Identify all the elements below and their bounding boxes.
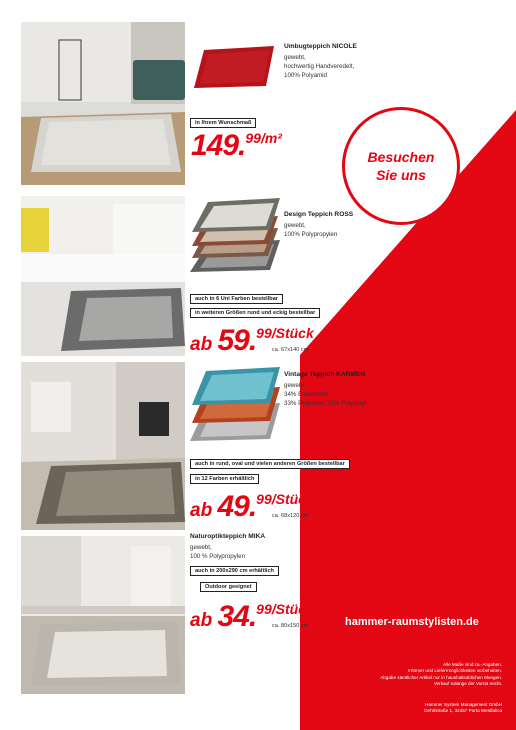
price-main: 34.	[217, 600, 257, 633]
price-prefix: ab	[190, 334, 218, 355]
size-label: ca. 68x120 cm	[272, 513, 309, 519]
product-name: Vintage Teppich KARMEN	[284, 371, 366, 378]
price-main: 59.	[217, 324, 257, 357]
price-prefix: ab	[190, 610, 218, 631]
product-desc-line: gewebt,	[284, 382, 306, 389]
size-label: ca. 67x140 cm	[272, 347, 309, 353]
product-nicole	[284, 43, 357, 80]
product-desc-line: 100% Polyamid	[284, 72, 327, 79]
room-photo-3	[21, 362, 185, 530]
legal-line: Irrtümer und Lieferrmöglichkeiten vorbehalten.	[408, 668, 502, 674]
size-label: ca. 80x150 cm	[272, 623, 309, 629]
product-mika	[190, 533, 265, 561]
feature-tag: in Ihrem Wunschmaß	[190, 118, 256, 128]
product-desc-line: gewebt,	[190, 544, 212, 551]
price-cents: 99/Stück	[256, 601, 314, 617]
product-desc-line: gewebt,	[284, 222, 306, 229]
product-name: Design Teppich ROSS	[284, 211, 354, 218]
price-cents: 99/Stück	[256, 325, 314, 341]
rug-image-ross	[188, 196, 284, 274]
company-line: Hammer System Management GmbH	[425, 702, 502, 707]
legal-line: Abgabe sämtlicher Artikel nur in haushaltsüblichen Mengen.	[380, 674, 502, 680]
rug-image-nicole	[192, 42, 278, 90]
product-desc-line: 34% Baumwolle,	[284, 391, 331, 398]
price-main: 49.	[217, 490, 257, 523]
feature-tag: in weiteren Größen rund und eckig bestellbar	[190, 308, 320, 318]
rug-image-karmen	[188, 367, 284, 443]
room-photo-4	[21, 536, 185, 694]
feature-tag: auch in 6 Uni Farben bestellbar	[190, 294, 283, 304]
price-nicole	[191, 129, 282, 163]
product-name: Umbugteppich NICOLE	[284, 43, 357, 50]
feature-tag: in 12 Farben erhältlich	[190, 474, 259, 484]
company-info	[424, 702, 502, 715]
product-desc-line: 100 % Polypropylen	[190, 553, 246, 560]
website-link[interactable]: hammer-raumstylisten.de	[345, 616, 479, 628]
legal-line: Alle Maße sind ca.-Angaben.	[443, 662, 502, 667]
product-desc-line: 33% Polyester, 33% Polyacryl	[284, 400, 367, 407]
product-name: Naturoptikteppich MIKA	[190, 533, 266, 540]
price-prefix: ab	[190, 500, 218, 521]
visit-us-badge	[342, 107, 460, 225]
feature-tag: auch in rund, oval und vielen anderen Größen bestellbar	[190, 459, 350, 469]
product-desc-line: gewebt,	[284, 54, 306, 61]
room-photo-1	[21, 22, 185, 185]
product-desc-line: hochwertig Handveredelt,	[284, 63, 355, 70]
company-line: Oehrlstraße 1, 32457 Porta Westfalica	[423, 708, 502, 714]
feature-tag: auch in 200x290 cm erhältlich	[190, 566, 279, 576]
price-cents: 99/Stück	[256, 491, 314, 507]
price-main: 149.	[191, 129, 246, 162]
badge-line-1: Besuchen	[367, 149, 435, 165]
product-ross	[284, 211, 353, 239]
room-photo-2	[21, 196, 185, 356]
legal-notice	[380, 662, 502, 688]
badge-line-2: Sie uns	[376, 167, 426, 183]
feature-tag: Outdoor geeignet	[200, 582, 257, 592]
product-karmen	[284, 371, 366, 408]
price-cents: 99/m²	[245, 130, 282, 146]
product-desc-line: 100% Polypropylen	[284, 231, 338, 238]
legal-line: Verkauf solange der Vorrat reicht.	[433, 681, 502, 687]
